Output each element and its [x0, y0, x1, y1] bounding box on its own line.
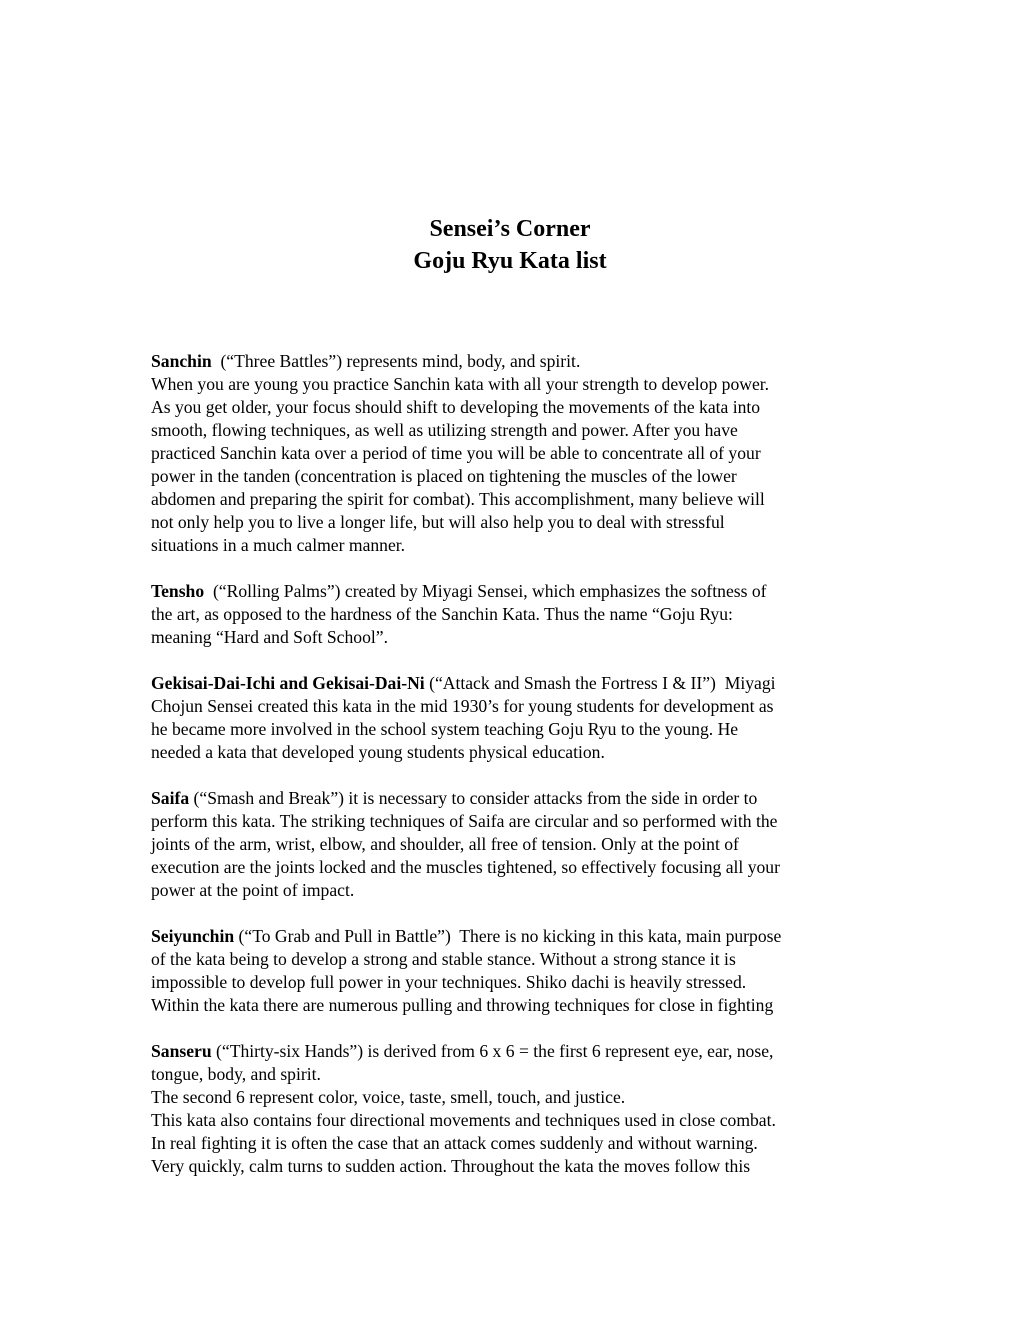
kata-term: Sanchin [151, 351, 212, 371]
title-line-2: Goju Ryu Kata list [413, 248, 607, 274]
entry-line [151, 580, 881, 603]
entry-line: Chojun Sensei created this kata in the mid 1930’s for young students for development as [151, 696, 774, 716]
kata-term: Tensho [151, 581, 205, 601]
kata-entry-gekisai [151, 672, 881, 764]
entry-text: (“To Grab and Pull in Battle”) There is no kicking in this kata, main purpose [234, 926, 782, 946]
kata-term: Gekisai-Dai-Ichi and Gekisai-Dai-Ni [151, 673, 425, 693]
kata-entry-tensho [151, 580, 881, 649]
entry-line [151, 925, 881, 948]
kata-term: Saifa [151, 788, 190, 808]
page-title [0, 213, 1020, 277]
kata-entry-sanseru [151, 1040, 881, 1178]
kata-term: Seiyunchin [151, 926, 235, 946]
entry-line [151, 787, 881, 810]
entry-line: Very quickly, calm turns to sudden action. Throughout the kata the moves follow this [151, 1156, 751, 1176]
kata-list [151, 350, 881, 1201]
entry-text: (“Three Battles”) represents mind, body, and spirit. [211, 351, 581, 371]
entry-text: (“Rolling Palms”) created by Miyagi Sensei, which emphasizes the softness of [204, 581, 767, 601]
entry-text: (“Smash and Break”) it is necessary to consider attacks from the side in order to [189, 788, 758, 808]
kata-entry-sanchin [151, 350, 881, 557]
entry-line: tongue, body, and spirit. [151, 1064, 321, 1084]
entry-line: he became more involved in the school system teaching Goju Ryu to the young. He [151, 719, 739, 739]
entry-line: execution are the joints locked and the muscles tightened, so effectively focusing all your [151, 857, 780, 877]
entry-text: (“Thirty-six Hands”) is derived from 6 x 6 = the first 6 represent eye, ear, nose, [211, 1041, 774, 1061]
entry-line: not only help you to live a longer life, but will also help you to deal with stressful [151, 512, 725, 532]
entry-line: In real fighting it is often the case that an attack comes suddenly and without warning. [151, 1133, 758, 1153]
entry-line: practiced Sanchin kata over a period of time you will be able to concentrate all of your [151, 443, 761, 463]
entry-line: When you are young you practice Sanchin kata with all your strength to develop power. [151, 374, 770, 394]
entry-text: (“Attack and Smash the Fortress I & II”) Miyagi [424, 673, 776, 693]
entry-line: This kata also contains four directional movements and techniques used in close combat. [151, 1110, 776, 1130]
entry-line: abdomen and preparing the spirit for combat). This accomplishment, many believe will [151, 489, 765, 509]
entry-line: joints of the arm, wrist, elbow, and shoulder, all free of tension. Only at the point of [151, 834, 739, 854]
entry-line: perform this kata. The striking techniques of Saifa are circular and so performed with the [151, 811, 778, 831]
entry-line [151, 1040, 881, 1063]
entry-line: power in the tanden (concentration is placed on tightening the muscles of the lower [151, 466, 737, 486]
entry-line: Within the kata there are numerous pulling and throwing techniques for close in fighting [151, 995, 774, 1015]
entry-line: the art, as opposed to the hardness of the Sanchin Kata. Thus the name “Goju Ryu: [151, 604, 733, 624]
entry-line: impossible to develop full power in your techniques. Shiko dachi is heavily stressed. [151, 972, 747, 992]
entry-line: of the kata being to develop a strong and stable stance. Without a strong stance it is [151, 949, 736, 969]
entry-line: meaning “Hard and Soft School”. [151, 627, 388, 647]
entry-line: power at the point of impact. [151, 880, 355, 900]
entry-line: The second 6 represent color, voice, taste, smell, touch, and justice. [151, 1087, 626, 1107]
kata-entry-saifa [151, 787, 881, 902]
entry-line: smooth, flowing techniques, as well as utilizing strength and power. After you have [151, 420, 738, 440]
entry-line [151, 672, 881, 695]
entry-line: situations in a much calmer manner. [151, 535, 406, 555]
kata-entry-seiyunchin [151, 925, 881, 1017]
title-line-1: Sensei’s Corner [429, 216, 591, 242]
entry-line: needed a kata that developed young students physical education. [151, 742, 605, 762]
kata-term: Sanseru [151, 1041, 212, 1061]
entry-line: As you get older, your focus should shift to developing the movements of the kata into [151, 397, 761, 417]
entry-line [151, 350, 881, 373]
